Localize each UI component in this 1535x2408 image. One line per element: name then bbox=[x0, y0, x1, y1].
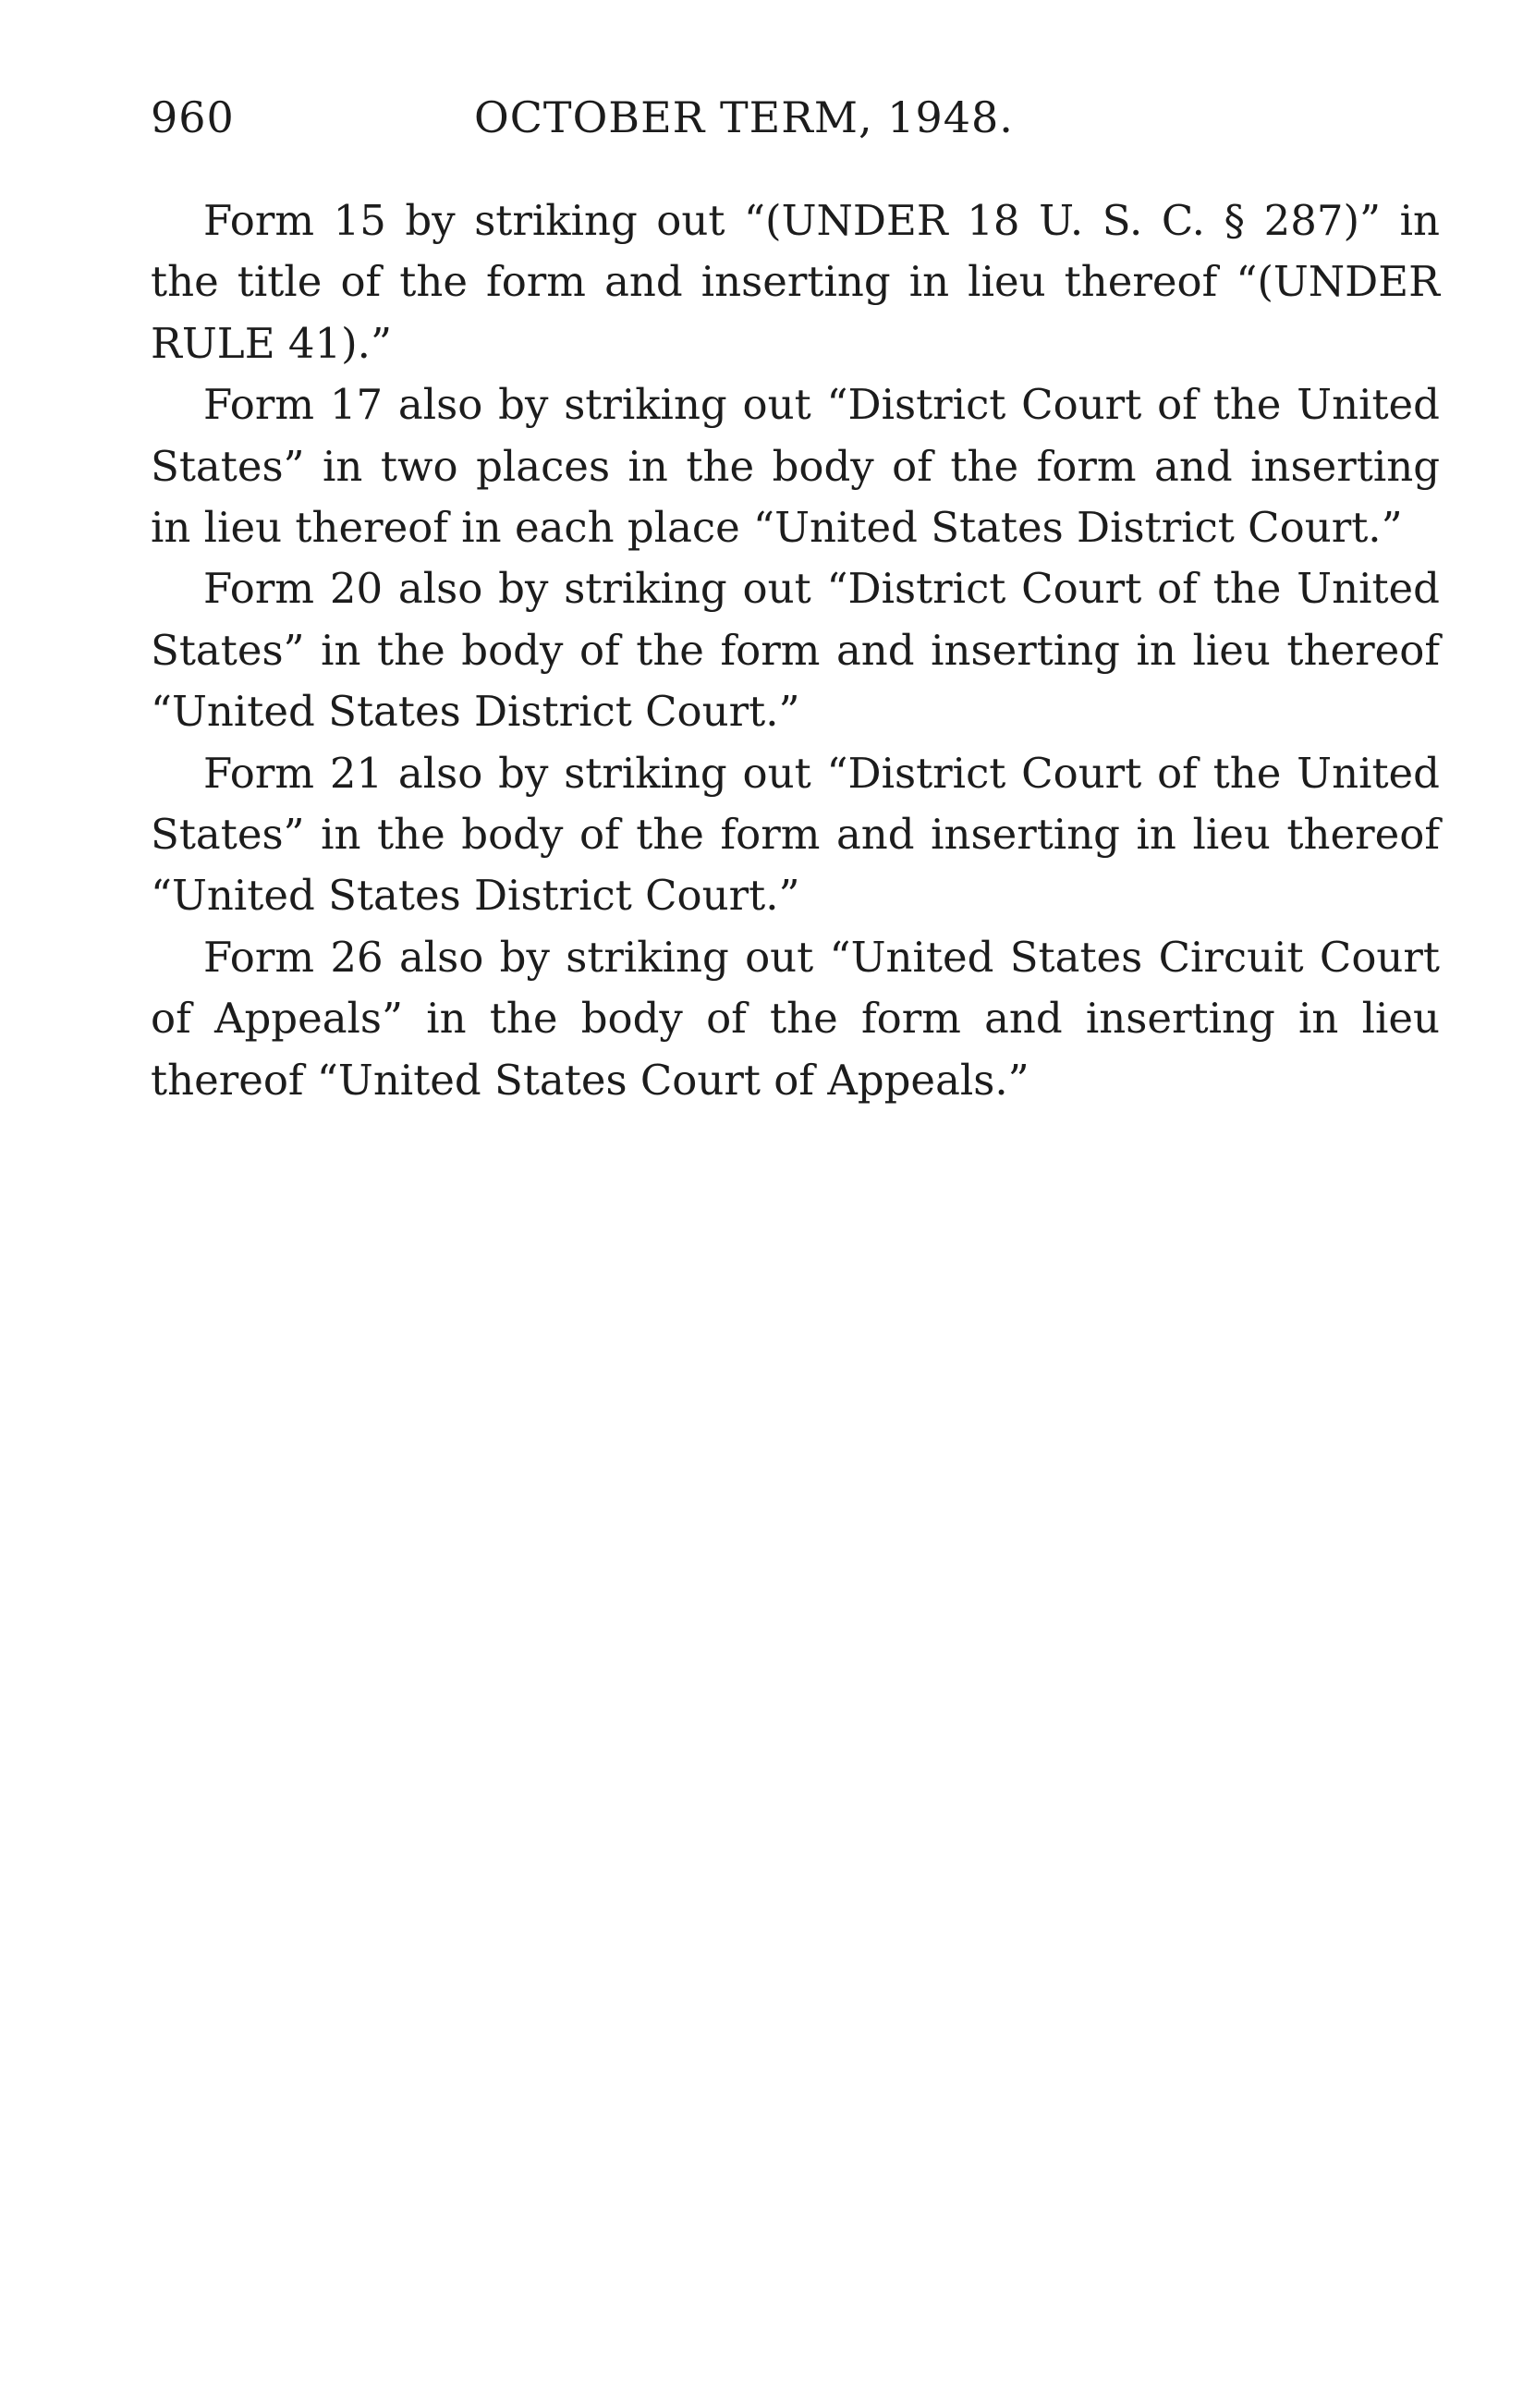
paragraph-form-21: Form 21 also by striking out “District Court of the United States” in the body of the form and inserting in lieu thereof “United States District Court.” bbox=[151, 748, 1440, 921]
page-number: 960 bbox=[151, 92, 235, 142]
paragraph-form-26: Form 26 also by striking out “United States Circuit Court of Appeals” in the body of the form and inserting in lieu thereof “United States Court of Appeals.” bbox=[151, 932, 1440, 1105]
running-head-title: OCTOBER TERM, 1948. bbox=[474, 92, 1014, 142]
running-head bbox=[151, 85, 1444, 150]
body-text bbox=[151, 190, 1440, 1111]
paragraph-form-20: Form 20 also by striking out “District Court of the United States” in the body of the form and inserting in lieu thereof “United States District Court.” bbox=[151, 564, 1440, 737]
paragraph-form-17: Form 17 also by striking out “District Court of the United States” in two places in the body of the form and inserting in lieu thereof in each place “United States District Court.” bbox=[151, 380, 1440, 553]
paragraph-form-15: Form 15 by striking out “(UNDER 18 U. S. C. § 287)” in the title of the form and inserting in lieu thereof “(UNDER RULE 41).” bbox=[151, 196, 1440, 368]
